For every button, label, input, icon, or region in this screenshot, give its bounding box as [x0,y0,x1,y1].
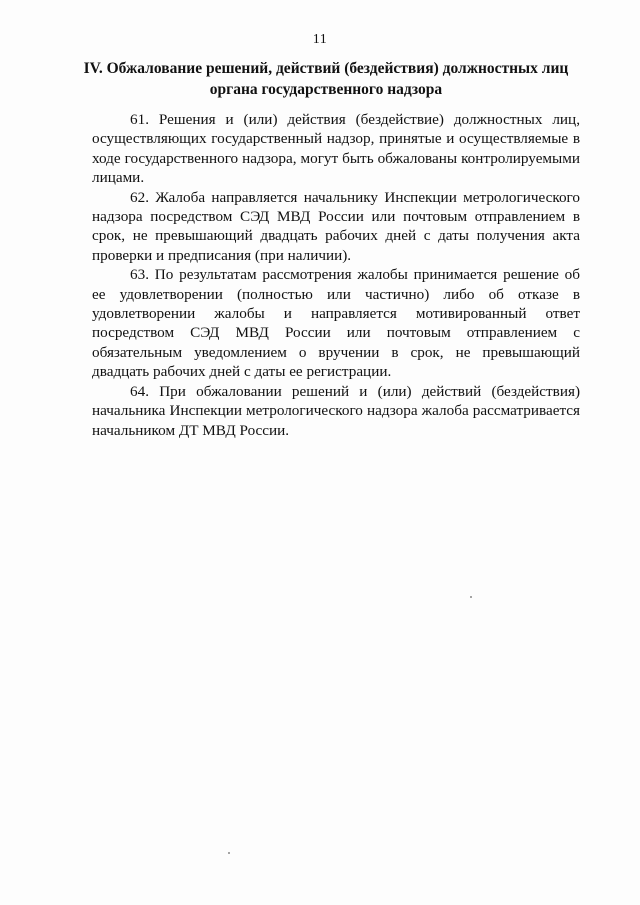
paragraph-63: 63. По результатам рассмотрения жалобы принимается решение об ее удовлетворении (полностью или частично) либо об отказе в удовлетворении жалобы и направляется мотивированный ответ посредством СЭД МВД России или почтовым отправлением с обязательным уведомлением о вручении в срок, не превышающий двадцать рабочих дней с даты ее регистрации. [92,266,580,381]
paragraph-62: 62. Жалоба направляется начальнику Инспекции метрологического надзора посредством СЭД МВД России или почтовым отправлением в срок, не превышающий двадцать рабочих дней с даты получения акта проверки и предписания (при наличии). [92,188,580,264]
paragraph-61: 61. Решения и (или) действия (бездействие) должностных лиц, осуществляющих государственный надзор, принятые и осуществляемые в ходе государственного надзора, могут быть обжалованы контролируемыми лицами. [92,111,580,187]
section-body [92,110,580,440]
page-number: 11 [312,32,328,47]
scan-speck [470,596,472,598]
paragraph-64: 64. При обжаловании решений и (или) действий (бездействия) начальника Инспекции метрологического надзора жалоба рассматривается начальником ДТ МВД России. [92,382,580,439]
scan-speck [228,852,230,854]
section-heading [70,58,582,100]
section-heading-line-1: IV. Обжалование решений, действий (бездействия) должностных лиц [83,60,569,77]
section-heading-line-2: органа государственного надзора [209,81,443,98]
